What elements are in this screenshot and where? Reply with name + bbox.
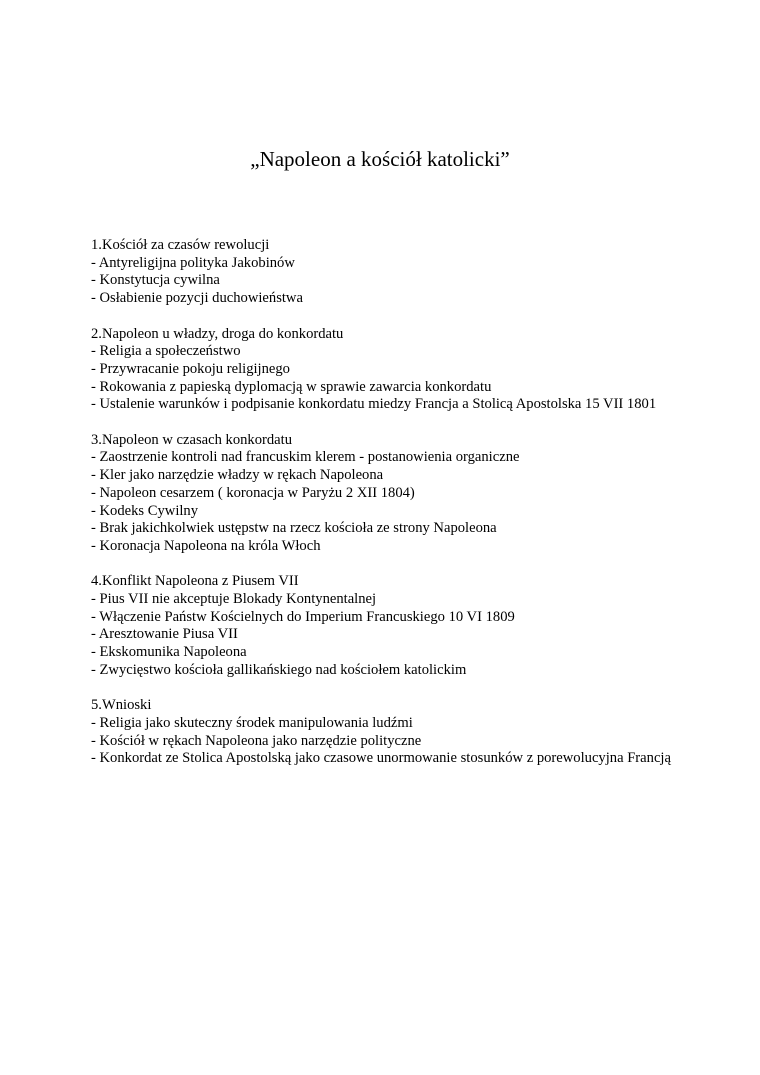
list-item: - Ekskomunika Napoleona <box>91 644 247 661</box>
list-item: - Osłabienie pozycji duchowieństwa <box>91 290 303 307</box>
list-item: - Włączenie Państw Kościelnych do Imperium Francuskiego 10 VI 1809 <box>91 608 515 625</box>
list-item: - Kodeks Cywilny <box>91 502 199 519</box>
section-heading: 2.Napoleon u władzy, droga do konkordatu <box>91 325 344 342</box>
section-heading: 1.Kościół za czasów rewolucji <box>91 237 270 253</box>
list-item: - Ustalenie warunków i podpisanie konkordatu miedzy Francja a Stolicą Apostolska 15 VII 1801 <box>91 396 657 413</box>
list-item: - Przywracanie pokoju religijnego <box>91 360 290 377</box>
section-1 <box>91 237 671 308</box>
list-item: - Rokowania z papieską dyplomacją w sprawie zawarcia konkordatu <box>91 378 492 395</box>
list-item: - Kler jako narzędzie władzy w rękach Napoleona <box>91 467 384 484</box>
document-body <box>91 237 671 786</box>
section-heading: 5.Wnioski <box>91 697 152 714</box>
section-4 <box>91 573 671 679</box>
list-item: - Konkordat ze Stolica Apostolską jako czasowe unormowanie stosunków z porewolucyjna Francją <box>91 750 671 767</box>
list-item: - Brak jakichkolwiek ustępstw na rzecz kościoła ze strony Napoleona <box>91 520 497 537</box>
page-title: „Napoleon a kościół katolicki” <box>250 147 510 171</box>
list-item: - Koronacja Napoleona na króla Włoch <box>91 537 321 554</box>
list-item: - Kościół w rękach Napoleona jako narzędzie polityczne <box>91 732 422 749</box>
section-2 <box>91 326 671 415</box>
section-heading: 4.Konflikt Napoleona z Piusem VII <box>91 573 299 590</box>
list-item: - Napoleon cesarzem ( koronacja w Paryżu 2 XII 1804) <box>91 484 415 501</box>
section-3 <box>91 432 671 556</box>
list-item: - Konstytucja cywilna <box>91 272 220 289</box>
list-item: - Zaostrzenie kontroli nad francuskim klerem - postanowienia organiczne <box>91 449 520 466</box>
section-heading: 3.Napoleon w czasach konkordatu <box>91 431 292 448</box>
section-5 <box>91 697 671 768</box>
list-item: - Zwycięstwo kościoła gallikańskiego nad kościołem katolickim <box>91 661 467 678</box>
list-item: - Aresztowanie Piusa VII <box>91 626 238 643</box>
list-item: - Religia jako skuteczny środek manipulowania ludźmi <box>91 714 413 731</box>
list-item: - Pius VII nie akceptuje Blokady Kontynentalnej <box>91 591 377 608</box>
list-item: - Religia a społeczeństwo <box>91 343 241 360</box>
list-item: - Antyreligijna polityka Jakobinów <box>91 254 295 271</box>
